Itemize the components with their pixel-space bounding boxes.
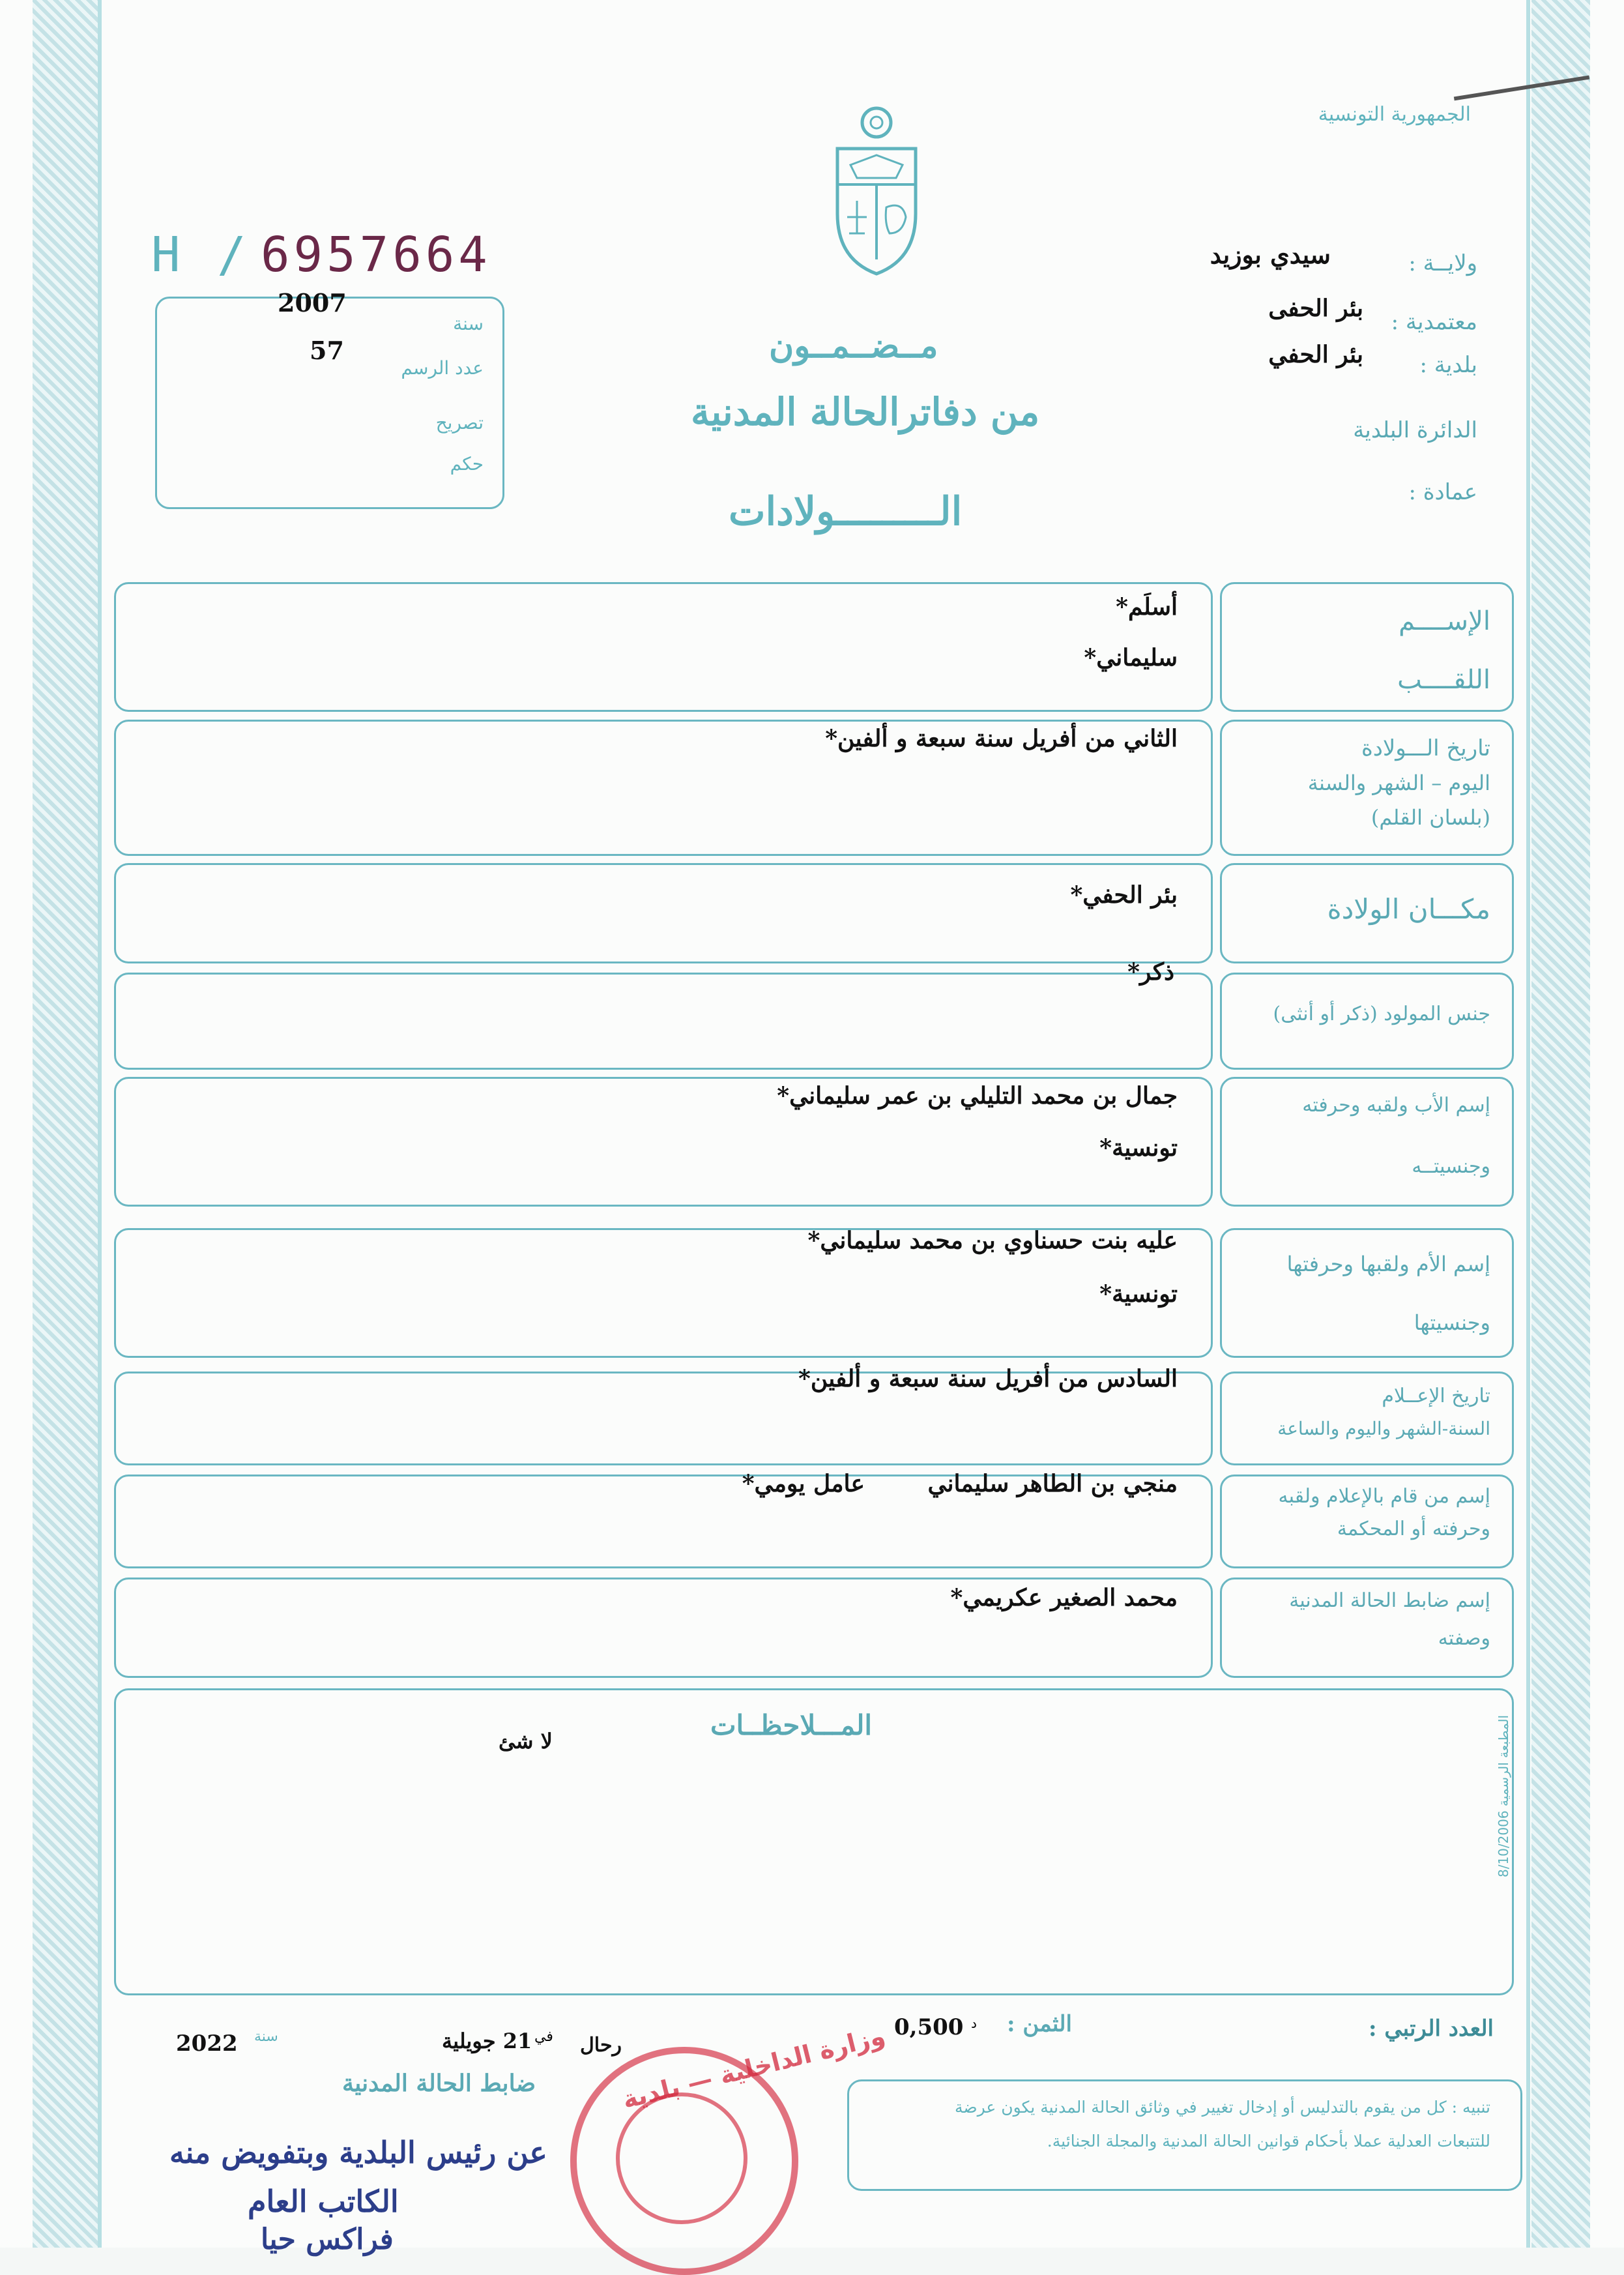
sex-label: جنس المولود (ذكر أو أنثى) — [1273, 1003, 1490, 1025]
mother-value: عليه بنت حسناوي بن محمد سليماني* — [807, 1227, 1178, 1254]
officer-sublabel: وصفته — [1438, 1627, 1490, 1650]
mother-label: إسم الأم ولقبها وحرفتها — [1286, 1252, 1490, 1276]
birthdate-value: الثاني من أفريل سنة سبعة و ألفين* — [825, 725, 1178, 752]
declarant-occupation-value: عامل يومي* — [742, 1470, 865, 1497]
row-birthplace-value-box — [114, 863, 1213, 963]
remarks-value: لا شئ — [499, 1729, 553, 1754]
delegation-label: معتمدية : — [1391, 309, 1477, 335]
father-value: جمال بن محمد التليلي بن عمر سليماني* — [777, 1082, 1178, 1109]
republic-label: الجمهورية التونسية — [1318, 103, 1471, 126]
name-value: أسلَم* — [1116, 593, 1178, 621]
reg-number-value: 57 — [310, 336, 344, 365]
officer-label: إسم ضابط الحالة المدنية — [1289, 1589, 1490, 1612]
father-nationality-label: وجنسيتــه — [1412, 1155, 1490, 1178]
price-value: 0,500 — [894, 2014, 964, 2040]
section-title-births: الـــــــــولادات — [729, 489, 963, 535]
footer-year-label: سنة — [254, 2029, 278, 2045]
declarant-value: منجي بن الطاهر سليماني — [927, 1470, 1178, 1497]
document-title: مــضــمــون — [769, 326, 938, 366]
wilaya-label: ولايــة : — [1408, 250, 1477, 276]
row-mother-label-box — [1220, 1228, 1514, 1358]
signature-line-3: فراكس حيا — [261, 2223, 394, 2256]
municipality-label: بلدية : — [1419, 352, 1477, 378]
document-subtitle: من دفاترالحالة المدنية — [691, 390, 1040, 434]
birthdate-note: (بلسان القلم) — [1370, 805, 1490, 830]
date-value: 21 جويلية — [442, 2029, 532, 2053]
signature-line-2: الكاتب العام — [248, 2184, 399, 2219]
coat-of-arms-emblem — [824, 103, 929, 279]
father-nationality-value: تونسية* — [1099, 1134, 1178, 1162]
wilaya-value: سيدي بوزيد — [1210, 240, 1331, 269]
right-decorative-border — [1531, 0, 1590, 2248]
birthplace-label: مكـــان الولادة — [1327, 893, 1490, 925]
delegation-value: بئر الحفى — [1268, 295, 1363, 322]
place-value: رحال — [580, 2034, 622, 2057]
row-sex-value-box — [114, 973, 1213, 1070]
judgment-label: حكم — [450, 453, 484, 475]
officer-value: محمد الصغير عكريمي* — [950, 1584, 1178, 1611]
right-border-edge — [1526, 0, 1530, 2248]
footer-year-value: 2022 — [176, 2031, 238, 2057]
declaration-date-sublabel: السنة-الشهر واليوم والساعة — [1277, 1418, 1490, 1439]
remarks-label: المـــلاحظــات — [710, 1709, 873, 1741]
omda-label: عمادة : — [1408, 479, 1477, 505]
municipal-district-label: الدائرة البلدية — [1353, 417, 1477, 443]
official-stamp-inner-ring — [616, 2092, 747, 2224]
mother-nationality-value: تونسية* — [1099, 1280, 1178, 1308]
surname-value: سليماني* — [1084, 644, 1178, 671]
signature-line-1: عن رئيس البلدية وبتفويض منه — [169, 2135, 547, 2170]
declarant-sublabel: وحرفته أو المحكمة — [1337, 1518, 1490, 1540]
declaration-label: تصريح — [435, 412, 484, 433]
date-prefix: في — [534, 2029, 553, 2045]
left-border-edge — [98, 0, 102, 2248]
price-unit: د — [971, 2016, 977, 2031]
row-name-value-box — [114, 582, 1213, 712]
serial-prefix: H / — [151, 227, 250, 283]
birthdate-sublabel: اليوم – الشهر والسنة — [1307, 771, 1490, 795]
mother-nationality-label: وجنسيتها — [1414, 1310, 1490, 1335]
declaration-date-label: تاريخ الإعــلام — [1382, 1385, 1490, 1407]
stamp-text: وزارة الداخلية — بلدية — [619, 2021, 888, 2115]
birthplace-value: بئر الحفي* — [1070, 881, 1178, 909]
warning-line-2: للتتبعات العدلية عملا بأحكام قوانين الحالة المدنية والمجلة الجنائية. — [1047, 2132, 1490, 2150]
printer-mark: المطبعة الرسمية 8/10/2006 — [1496, 1714, 1511, 1877]
year-label: سنة — [453, 313, 484, 334]
declaration-date-value: السادس من أفريل سنة سبعة و ألفين* — [798, 1365, 1178, 1392]
price-label: الثمن : — [1007, 2011, 1072, 2037]
father-label: إسم الأب ولقبه وحرفته — [1302, 1094, 1490, 1117]
civil-officer-label: ضابط الحالة المدنية — [342, 2070, 536, 2097]
registration-box — [155, 297, 504, 509]
declarant-label: إسم من قام بالإعلام ولقبه — [1278, 1485, 1490, 1508]
serial-number: 6957664 — [261, 227, 491, 283]
birthdate-label: تاريخ الـــولادة — [1361, 735, 1490, 761]
municipality-value: بئر الحفي — [1268, 341, 1363, 368]
surname-label: اللقــــب — [1397, 665, 1490, 695]
reg-number-label: عدد الرسم — [401, 357, 484, 379]
sex-value: ذكر* — [1127, 958, 1174, 986]
footer-serial-label: العدد الرتبي : — [1368, 2016, 1494, 2042]
warning-line-1: تنبيه : كل من يقوم بالتدليس أو إدخال تغيير في وثائق الحالة المدنية يكون عرضة — [954, 2098, 1490, 2117]
name-label: الإســــم — [1399, 606, 1490, 636]
year-value: 2007 — [278, 288, 347, 317]
left-decorative-border — [33, 0, 98, 2248]
